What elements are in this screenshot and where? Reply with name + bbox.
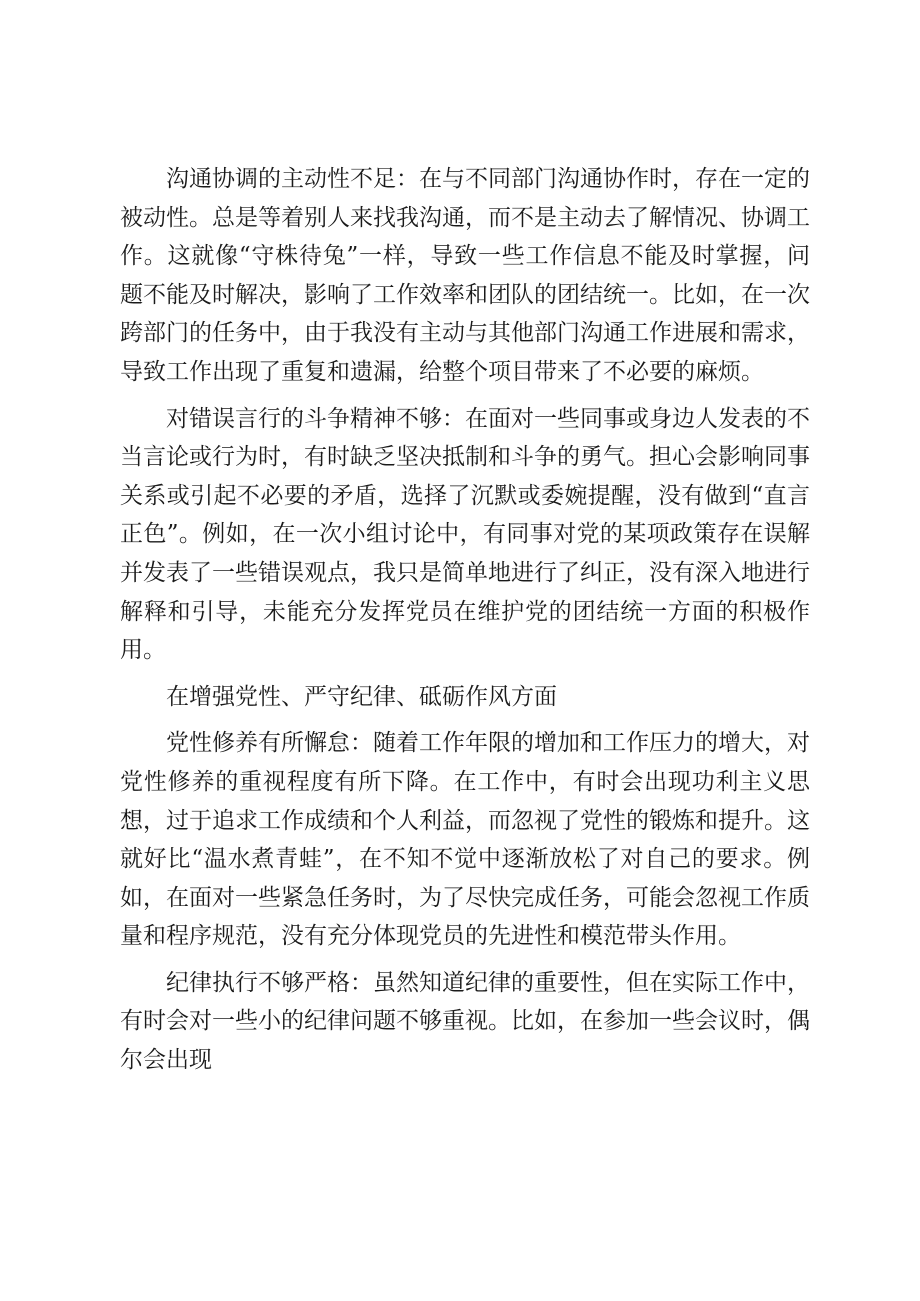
paragraph-struggle-spirit: 对错误言行的斗争精神不够：在面对一些同事或身边人发表的不当言论或行为时，有时缺乏坚决抵制和斗争的勇气。担心会影响同事关系或引起不必要的矛盾，选择了沉默或委婉提醒，没有做到“直言正色”。例如，在一次小组讨论中，有同事对党的某项政策存在误解并发表了一些错误观点，我只是简单地进行了纠正，没有深入地进行解释和引导，未能充分发挥党员在维护党的团结统一方面的积极作用。 (120, 405, 810, 664)
document-body (120, 160, 810, 1088)
section-heading: 在增强党性、严守纪律、砥砺作风方面 (166, 683, 557, 710)
paragraph-communication: 沟通协调的主动性不足：在与不同部门沟通协作时，存在一定的被动性。总是等着别人来找我沟通，而不是主动去了解情况、协调工作。这就像“守株待兔”一样，导致一些工作信息不能及时掌握，问题不能及时解决，影响了工作效率和团队的团结统一。比如，在一次跨部门的任务中，由于我没有主动与其他部门沟通工作进展和需求，导致工作出现了重复和遗漏，给整个项目带来了不必要的麻烦。 (120, 166, 810, 385)
paragraph-discipline: 纪律执行不够严格：虽然知道纪律的重要性，但在实际工作中，有时会对一些小的纪律问题不够重视。比如，在参加一些会议时，偶尔会出现 (120, 969, 810, 1074)
paragraph-party-cultivation: 党性修养有所懈怠：随着工作年限的增加和工作压力的增大，对党性修养的重视程度有所下降。在工作中，有时会出现功利主义思想，过于追求工作成绩和个人利益，而忽视了党性的锻炼和提升。这就好比“温水煮青蛙”，在不知不觉中逐渐放松了对自己的要求。例如，在面对一些紧急任务时，为了尽快完成任务，可能会忽视工作质量和程序规范，没有充分体现党员的先进性和模范带头作用。 (120, 730, 810, 950)
